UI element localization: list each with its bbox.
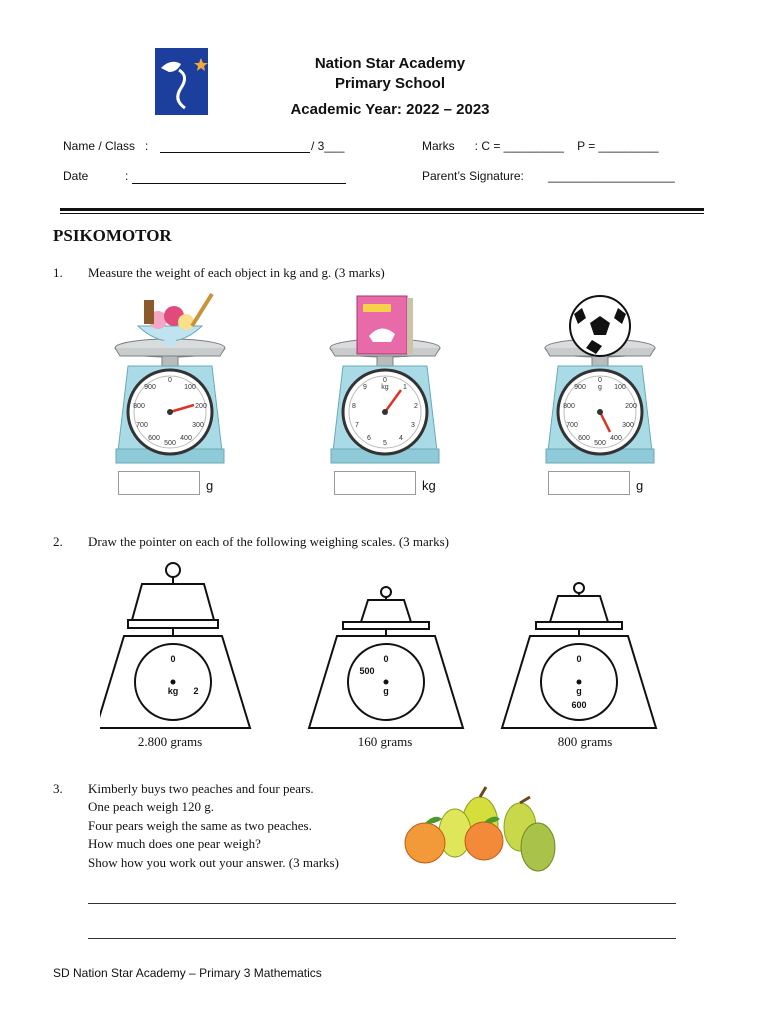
scale-b-500: 500	[359, 666, 375, 676]
q1-text: Measure the weight of each object in kg and g. (3 marks)	[88, 265, 385, 280]
school-name: Nation Star Academy	[314, 55, 466, 72]
dial2-label-1: 1	[403, 384, 407, 391]
dial1-label-100: 100	[184, 384, 196, 391]
dial3-label-600: 600	[578, 435, 590, 442]
dial1-label-500: 500	[164, 440, 176, 447]
dial1-label-0: 0	[168, 377, 172, 384]
dial2-unit: kg	[381, 384, 389, 391]
dial3-label-800: 800	[563, 403, 575, 410]
dial3-label-300: 300	[622, 422, 634, 429]
dial1-label-900: 900	[144, 384, 156, 391]
dial2-label-3: 3	[411, 422, 415, 429]
school-level: Primary School	[334, 75, 446, 92]
scale-c-zero: 0	[576, 654, 582, 664]
answer-box-2[interactable]	[334, 471, 416, 495]
scale-b-zero: 0	[383, 654, 389, 664]
scale-a-zero: 0	[170, 654, 176, 664]
scale-c-600: 600	[571, 700, 587, 710]
unit-1: g	[206, 478, 214, 493]
section-title: PSIKOMOTOR	[53, 226, 172, 245]
scale-a-two: 2	[193, 686, 199, 696]
academic-year: Academic Year: 2022 – 2023	[290, 101, 490, 118]
dial1-label-800: 800	[133, 403, 145, 410]
date-field[interactable]	[132, 183, 346, 184]
q2-number: 2.	[53, 534, 63, 549]
q3-line-5: Show how you work out your answer. (3 marks)	[88, 855, 339, 870]
dial1-label-300: 300	[192, 422, 204, 429]
parent-signature-label: Parent’s Signature:	[422, 169, 524, 183]
dial2-label-2: 2	[414, 403, 418, 410]
dial2-label-4: 4	[399, 435, 403, 442]
name-class-label: Name / Class :	[63, 139, 149, 153]
scale-1	[115, 294, 225, 463]
divider-thick	[60, 208, 704, 211]
caption-2: 160 grams	[357, 734, 413, 749]
scale-a-unit: kg	[167, 686, 179, 696]
dial1-label-200: 200	[195, 403, 207, 410]
divider-thin	[60, 213, 704, 214]
class-suffix: / 3___	[311, 139, 345, 153]
answer-line-2[interactable]	[88, 937, 676, 939]
name-field[interactable]	[160, 152, 310, 153]
dial3-unit: g	[598, 384, 602, 391]
unit-3: g	[636, 478, 644, 493]
scale-b-unit: g	[383, 686, 389, 696]
q3-line-3: Four pears weigh the same as two peaches.	[88, 818, 312, 833]
caption-1: 2.800 grams	[137, 734, 203, 749]
dial3-label-900: 900	[574, 384, 586, 391]
unit-2: kg	[422, 478, 436, 493]
dial3-label-100: 100	[614, 384, 626, 391]
dial3-label-400: 400	[610, 435, 622, 442]
soccer-ball-icon	[570, 296, 630, 356]
q3-line-4: How much does one pear weigh?	[88, 836, 261, 851]
answer-box-1[interactable]	[118, 471, 200, 495]
dial2-label-6: 6	[367, 435, 371, 442]
answer-line-1[interactable]	[88, 902, 676, 904]
dial1-label-600: 600	[148, 435, 160, 442]
scale-c-unit: g	[576, 686, 582, 696]
q3-line-2: One peach weigh 120 g.	[88, 799, 214, 814]
parent-signature-line[interactable]: ___________________	[548, 169, 675, 183]
peaches-pears-icon	[400, 785, 560, 875]
dial2-label-7: 7	[355, 422, 359, 429]
marks-label: Marks : C = _________ P = _________	[422, 139, 659, 153]
caption-3: 800 grams	[557, 734, 613, 749]
dial2-label-0: 0	[383, 377, 387, 384]
page-footer: SD Nation Star Academy – Primary 3 Mathematics	[53, 966, 322, 980]
ice-cream-bowl-icon	[138, 294, 212, 346]
dial3-label-0: 0	[598, 377, 602, 384]
scale-3	[545, 296, 655, 463]
answer-box-3[interactable]	[548, 471, 630, 495]
q3-line-1: Kimberly buys two peaches and four pears.	[88, 781, 314, 796]
dial2-label-8: 8	[352, 403, 356, 410]
q2-text: Draw the pointer on each of the following weighing scales. (3 marks)	[88, 534, 450, 549]
dial2-label-5: 5	[383, 440, 387, 447]
q3-number: 3.	[53, 781, 63, 796]
dial2-label-9: 9	[363, 384, 367, 391]
q1-number: 1.	[53, 265, 63, 280]
dial3-label-200: 200	[625, 403, 637, 410]
q1-scales	[100, 286, 680, 501]
date-label: Date :	[63, 169, 129, 183]
dial1-label-700: 700	[136, 422, 148, 429]
q2-scales	[100, 558, 670, 733]
dial1-label-400: 400	[180, 435, 192, 442]
dial3-label-500: 500	[594, 440, 606, 447]
scale-2	[330, 296, 440, 463]
blank-scale-1	[100, 563, 250, 728]
book-icon	[357, 296, 413, 354]
dial3-label-700: 700	[566, 422, 578, 429]
